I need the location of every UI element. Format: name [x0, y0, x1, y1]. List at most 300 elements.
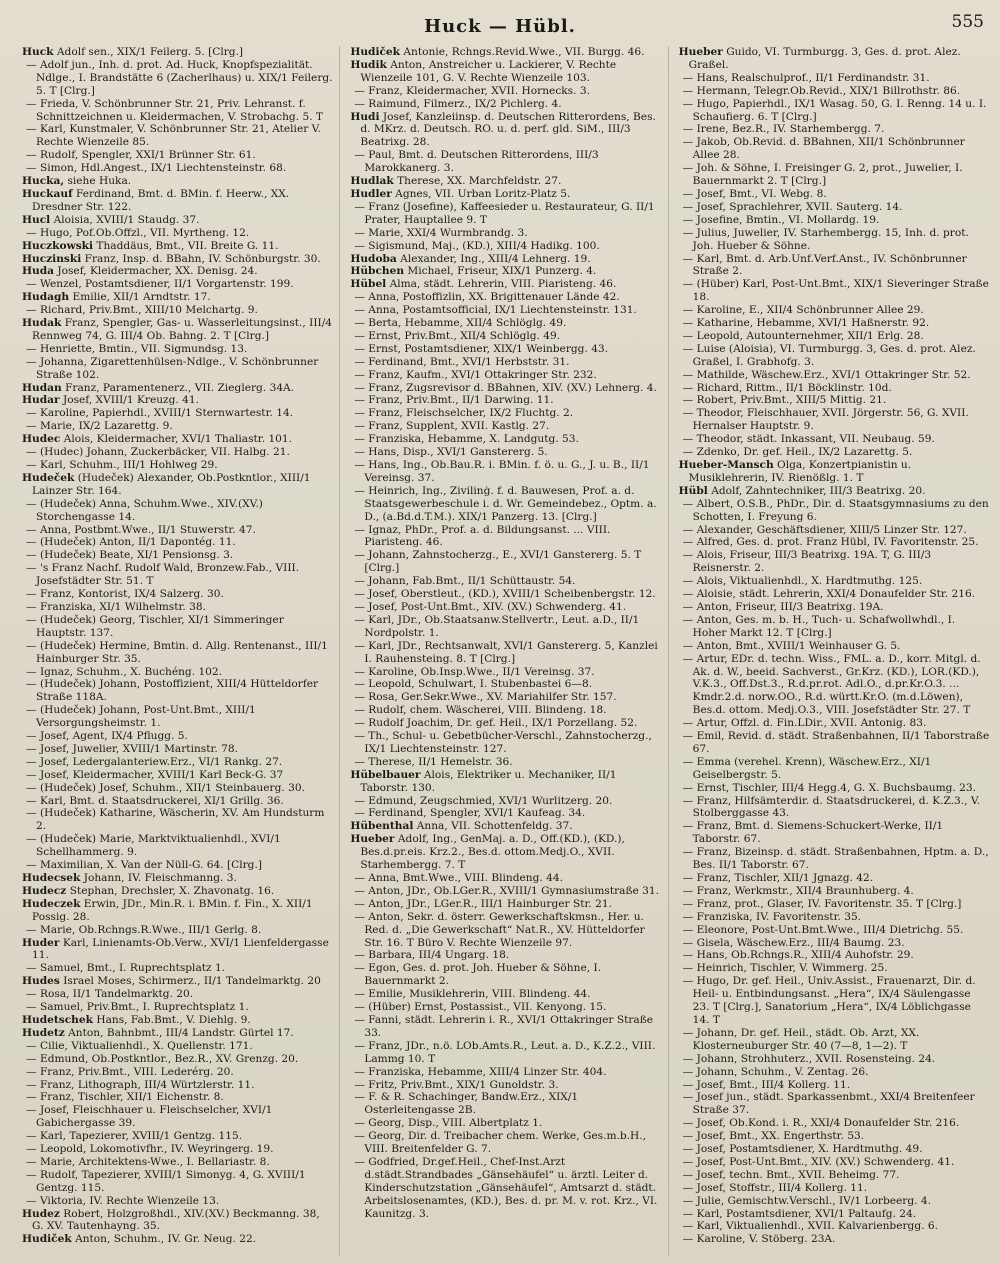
directory-entry-sub [22, 162, 333, 175]
entry-text: — Gisela, Wäschew.Erz., III/4 Baumg. 23. [682, 936, 905, 949]
directory-entry-sub [679, 911, 990, 924]
entry-text: Anton, Anstreicher u. Lackierer, V. Rechte Wienzeile 101, G. V. Rechte Wienzeile 103. [360, 58, 617, 84]
entry-text: — Eleonore, Post-Unt.Bmt.Wwe., III/4 Dietrichg. 55. [682, 923, 964, 936]
directory-entry-sub [679, 730, 990, 756]
directory-entry-sub [679, 85, 990, 98]
entry-text: — (Hudeček) Anna, Schuhm.Wwe., XIV.(XV.) Storchengasse 14. [26, 497, 263, 523]
directory-entry-sub [22, 807, 333, 833]
directory-entry-sub [679, 317, 990, 330]
directory-entry-sub [679, 653, 990, 718]
entry-text: — Henriette, Bmtin., VII. Sigmundsg. 13. [26, 342, 248, 355]
entry-text: — Josef, Bmt., XX. Engerthstr. 53. [682, 1130, 865, 1143]
directory-entry-main [22, 433, 333, 446]
entry-text: Adolf, Zahntechniker, III/3 Beatrixg. 20. [711, 484, 926, 497]
entry-text: — Karl, Bmt. d. Arb.Unf.Verf.Anst., IV. Schönbrunner Straße 2. [682, 252, 967, 278]
entry-text: — Franz, Zugsrevisor d. BBahnen, XIV. (XV.) Lehnerg. 4. [354, 381, 657, 394]
entry-text: — Simon, Hdl.Angest., IX/1 Liechtensteinstr. 68. [26, 162, 287, 175]
entry-text: — Ferdinand, Spengler, XVI/1 Kaufeag. 34. [354, 807, 586, 820]
column-left [22, 46, 340, 1256]
entry-text: Josef, Kanzleiinsp. d. Deutschen Ritterordens, Bes. d. MKrz. d. Deutsch. RO. u. d. perf. gld. SiM., III/3 Beatrixg. 28. [360, 110, 656, 149]
directory-entry-sub [22, 782, 333, 795]
directory-entry-sub [679, 717, 990, 730]
entry-surname: Huczinski [22, 252, 82, 265]
entry-text: — Alois, Viktualienhdl., X. Hardtmuthg. 125. [682, 575, 923, 588]
entry-text: — (Hudeček) Josef, Schuhm., XII/1 Steinbauerg. 30. [26, 781, 305, 794]
directory-entry-main [22, 1027, 333, 1040]
entry-text: — Franz, Bizeinsp. d. städt. Straßenbahnen, Hptm. a. D., Bes. II/1 Taborstr. 67. [682, 846, 989, 872]
directory-entry-sub [679, 1208, 990, 1221]
directory-entry-sub [22, 795, 333, 808]
entry-text: — Franziska, Hebamme, XIII/4 Linzer Str. 404. [354, 1065, 607, 1078]
directory-entry-main [679, 485, 990, 498]
entry-text: — Johann, Dr. gef. Heil., städt. Ob. Arzt, XX. Klosterneuburger Str. 40 (7—8, 1—2). T [682, 1026, 920, 1052]
directory-entry-sub [22, 1001, 333, 1014]
directory-entry-sub [22, 678, 333, 704]
directory-entry-sub [679, 369, 990, 382]
directory-entry-sub [350, 1117, 661, 1130]
entry-surname: Hübelbauer [350, 768, 421, 781]
directory-entry-main [22, 1014, 333, 1027]
directory-entry-sub [22, 1143, 333, 1156]
directory-entry-sub [350, 756, 661, 769]
entry-surname: Hübchen [350, 265, 405, 278]
entry-text: — Josef, Oberstleut., (KD.), XVIII/1 Scheibenbergstr. 12. [354, 588, 656, 601]
directory-entry-sub [350, 640, 661, 666]
directory-entry-sub [350, 678, 661, 691]
entry-text: — Hugo, Papierhdl., IX/1 Wasag. 50, G. I. Renng. 14 u. I. Schaufierg. 6. T [Clrg.] [682, 97, 987, 123]
entry-surname: Hudiček [22, 1233, 72, 1246]
directory-entry-main [22, 265, 333, 278]
directory-entry-main [22, 240, 333, 253]
directory-entry-sub [679, 72, 990, 85]
entry-text: — Rudolf, Tapezierer, XVIII/1 Simonyg. 4, G. XVIII/1 Gentzg. 115. [26, 1168, 306, 1194]
directory-entry-sub [22, 769, 333, 782]
entry-text: — Artur, EDr. d. techn. Wiss., FML. a. D., korr. Mitgl. d. Ak. d. W., beeid. Sachverst., Gr.Krz. (KD.), LOR.(KD.), V.K.3., Off.Dst.3., R.d.pr.rot. Adl.O., d.pr.Kr.O.3. ... Kmdr.2.d. norw.OO., R.d. württ.Kr.O. (m.d.Löwen), Bes.d. ottom. Medj.O.3., VIII. Josefstädter Str. 27. T [682, 652, 981, 717]
directory-entry-sub [22, 562, 333, 588]
directory-entry-sub [350, 575, 661, 588]
directory-entry-sub [679, 1117, 990, 1130]
directory-entry-sub [679, 253, 990, 279]
directory-entry-sub [679, 588, 990, 601]
directory-entry-sub [679, 782, 990, 795]
directory-entry-sub [22, 704, 333, 730]
directory-entry-sub [22, 459, 333, 472]
entry-surname: Hudec [22, 433, 61, 446]
directory-entry-sub [679, 962, 990, 975]
directory-entry-main [22, 46, 333, 59]
entry-text: — Georg, Disp., VIII. Albertplatz 1. [354, 1117, 543, 1130]
entry-text: — Raimund, Filmerz., IX/2 Pichlerg. 4. [354, 97, 562, 110]
directory-entry-main [350, 278, 661, 291]
entry-text: — Hans, Realschulprof., II/1 Ferdinandstr. 31. [682, 71, 930, 84]
entry-text: — Karoline, V. Stöberg. 23A. [682, 1233, 836, 1246]
entry-text: Josef, Kleidermacher, XX. Denisg. 24. [57, 265, 258, 278]
entry-text: — Franz (Josefine), Kaffeesieder u. Restaurateur, G. II/1 Prater, Hauptallee 9. T [354, 200, 655, 226]
entry-text: Emilie, XII/1 Arndtstr. 17. [72, 291, 211, 304]
entry-text: — Maximilian, X. Van der Nüll-G. 64. [Clrg.] [26, 859, 262, 872]
directory-entry-sub [350, 524, 661, 550]
entry-text: Hans, Fab.Bmt., V. Diehlg. 9. [96, 1013, 251, 1026]
directory-entry-sub [22, 1040, 333, 1053]
directory-entry-main [22, 472, 333, 498]
entry-text: — Karl, Postamtsdiener, XVI/1 Paltaufg. 24. [682, 1207, 917, 1220]
entry-text: — Mathilde, Wäschew.Erz., XVI/1 Ottakringer Str. 52. [682, 368, 971, 381]
entry-text: — (Hudeček) Katharine, Wäscherin, XV. Am Hundsturm 2. [26, 807, 325, 833]
entry-text: — Emma (verehel. Krenn), Wäschew.Erz., XI/1 Geiselbergstr. 5. [682, 755, 932, 781]
directory-entry-sub [22, 962, 333, 975]
entry-text: Alma, städt. Lehrerin, VIII. Piaristeng. 46. [389, 278, 617, 291]
directory-entry-main [22, 975, 333, 988]
entry-surname: Huder [22, 936, 60, 949]
directory-entry-sub [22, 756, 333, 769]
entry-text: — Rudolf Joachim, Dr. gef. Heil., IX/1 Porzellang. 52. [354, 717, 638, 730]
entry-text: — Franz, Priv.Bmt., II/1 Darwing. 11. [354, 394, 554, 407]
entry-text: — Anna, Postoffizlin, XX. Brigittenauer Lände 42. [354, 291, 620, 304]
entry-text: — Fanni, städt. Lehrerin i. R., XVI/1 Ottakringer Straße 33. [354, 1013, 654, 1039]
directory-entry-sub [350, 988, 661, 1001]
entry-text: — Karl, Bmt. d. Staatsdruckerei, XI/1 Grillg. 36. [26, 794, 284, 807]
directory-entry-sub [350, 149, 661, 175]
entry-text: — Franz, Priv.Bmt., VIII. Lederérg. 20. [26, 1065, 234, 1078]
entry-text: — Franz, Tischler, XII/1 Jgnazg. 42. [682, 872, 874, 884]
entry-text: — Ignaz, Schuhm., X. Buchéng. 102. [26, 665, 223, 678]
directory-entry-sub [679, 1195, 990, 1208]
directory-entry-sub [679, 1066, 990, 1079]
entry-text: — Josef, Post-Unt.Bmt., XIV. (XV.) Schwenderg. 41. [682, 1155, 955, 1168]
entry-text: — Ernst, Postamtsdiener, XIX/1 Weinbergg. 43. [354, 342, 609, 355]
entry-text: Franz, Insp. d. BBahn, IV. Schönburgstr. 30. [84, 252, 321, 265]
entry-surname: Hudetz [22, 1026, 65, 1039]
entry-text: Adolf, Ing., GenMaj. a. D., Off.(KD.), (KD.), Bes.d.pr.eis. Krz.2., Bes.d. ottom.Medj.O., XVII. Starhembergg. 7. T [360, 833, 625, 872]
directory-entry-sub [679, 1053, 990, 1066]
directory-entry-sub [679, 214, 990, 227]
entry-surname: Huda [22, 265, 54, 278]
directory-entry-sub [22, 833, 333, 859]
entry-text: — Leopold, Schulwart, I. Stubenbastei 6—8. [354, 678, 593, 691]
directory-entry-sub [350, 420, 661, 433]
directory-entry-sub [350, 1014, 661, 1040]
entry-text: — Marie, XXI/4 Wurmbrandg. 3. [354, 226, 528, 239]
entry-text: — Marie, Ob.Rchngs.R.Wwe., III/1 Gerlg. 8. [26, 923, 262, 936]
directory-entry-main [22, 394, 333, 407]
directory-entry-sub [22, 859, 333, 872]
entry-text: — Godfried, Dr.gef.Heil., Chef-Inst.Arzt d.städt.Strandbades „Gänsehäufel“ u. ärztl. Leiter d. Kinderschutzstation „Gänsehäufel“, Amtsarzt d. städt. Arbeitslosenamtes, (KD.), Bes. d. pr. M. v. rot. Krz., VI. Kaunitzg. 3. [354, 1155, 658, 1220]
entry-text: — Franz, Fleischselcher, IX/2 Fluchtg. 2. [354, 407, 574, 420]
entry-surname: Hudak [22, 317, 62, 330]
entry-surname: Hudetschek [22, 1013, 93, 1026]
directory-entry-sub [22, 149, 333, 162]
directory-entry-sub [679, 1182, 990, 1195]
directory-entry-main [350, 820, 661, 833]
entry-text: — (Hudeček) Georg, Tischler, XI/1 Simmeringer Hauptstr. 137. [26, 613, 284, 639]
directory-entry-sub [679, 123, 990, 136]
entry-surname: Hudler [350, 187, 392, 200]
directory-entry-sub [679, 524, 990, 537]
entry-text: — Karl, Schuhm., III/1 Hohlweg 29. [26, 459, 218, 471]
directory-entry-sub [679, 640, 990, 653]
directory-entry-sub [22, 588, 333, 601]
directory-entry-sub [22, 1091, 333, 1104]
entry-text: — Johann, Schuhm., V. Zentag. 26. [682, 1065, 869, 1078]
entry-text: — Emil, Revid. d. städt. Straßenbahnen, II/1 Taborstraße 67. [682, 730, 990, 755]
entry-text: — Franz, Kaufm., XVI/1 Ottakringer Str. 232. [354, 368, 597, 381]
entry-text: — Johann, Zahnstocherzg., E., XVI/1 Ganstererg. 5. T [Clrg.] [354, 549, 642, 575]
directory-entry-sub [350, 795, 661, 808]
entry-surname: Hudik [350, 58, 387, 71]
entry-text: — Julie, Gemischtw.Verschl., IV/1 Lorbeerg. 4. [682, 1194, 931, 1207]
directory-entry-sub [22, 1104, 333, 1130]
entry-surname: Hudar [22, 394, 60, 407]
entry-text: Agnes, VII. Urban Loritz-Platz 5. [395, 187, 571, 200]
directory-entry-sub [350, 1091, 661, 1117]
directory-entry-sub [679, 885, 990, 898]
entry-text: — Josef, Postamtsdiener, X. Hardtmuthg. 49. [682, 1143, 923, 1156]
entry-text: Robert, Holzgroßhdl., XIV.(XV.) Beckmanng. 38, G. XV. Tautenhayng. 35. [32, 1207, 320, 1233]
directory-entry-sub [22, 356, 333, 382]
directory-entry-sub [679, 330, 990, 343]
entry-text: — Anton, Bmt., XVIII/1 Weinhauser G. 5. [682, 639, 901, 652]
entry-text: — Theodor, Fleischhauer, XVII. Jörgerstr. 56, G. XVII. Hernalser Hauptstr. 9. [682, 407, 969, 433]
directory-entry-sub [22, 730, 333, 743]
entry-text: — Josefine, Bmtin., VI. Mollardg. 19. [682, 213, 880, 226]
directory-entry-main [350, 265, 661, 278]
directory-entry-sub [22, 227, 333, 240]
entry-text: — Richard, Priv.Bmt., XIII/10 Melchartg. 9. [26, 304, 258, 317]
directory-entry-sub [679, 98, 990, 124]
directory-entry-sub [679, 872, 990, 885]
directory-entry-sub [679, 898, 990, 911]
directory-entry-sub [679, 1143, 990, 1156]
entry-text: — Sigismund, Maj., (KD.), XIII/4 Hadikg. 100. [354, 239, 600, 252]
entry-text: — Ernst, Priv.Bmt., XII/4 Schlöglg. 49. [354, 329, 561, 342]
entry-text: — Jakob, Ob.Revid. d. BBahnen, XII/1 Schönbrunner Allee 28. [682, 136, 965, 162]
entry-text: — Aloisie, städt. Lehrerin, XXI/4 Donaufelder Str. 216. [682, 588, 976, 601]
directory-entry-sub [350, 949, 661, 962]
entry-text: — Julius, Juwelier, IV. Starhembergg. 15, Inh. d. prot. Joh. Hueber & Söhne. [682, 226, 969, 252]
directory-entry-sub [350, 446, 661, 459]
directory-entry-sub [22, 498, 333, 524]
directory-entry-sub [679, 1220, 990, 1233]
entry-text: — Marie, Architektens-Wwe., I. Bellariastr. 8. [26, 1155, 270, 1168]
entry-text: — Karoline, Ob.Insp.Wwe., II/1 Vereinsg. 37. [354, 665, 595, 678]
directory-entry-sub [22, 1169, 333, 1195]
column-middle [350, 46, 668, 1256]
entry-text: — F. & R. Schachinger, Bandw.Erz., XIX/1 Osterleitengasse 2B. [354, 1091, 579, 1117]
directory-entry-sub [22, 1195, 333, 1208]
directory-entry-sub [350, 807, 661, 820]
entry-text: — (Hudeček) Hermine, Bmtin. d. Allg. Rentenanst., III/1 Hainburger Str. 35. [26, 639, 328, 665]
entry-text: — Franz, Tischler, XII/1 Eichenstr. 8. [26, 1091, 224, 1104]
entry-text: — Wenzel, Postamtsdiener, II/1 Vorgartenstr. 199. [26, 278, 294, 291]
entry-text: — Irene, Bez.R., IV. Starhembergg. 7. [682, 123, 885, 136]
entry-surname: Hudecz [22, 884, 67, 897]
entry-text: — Barbara, III/4 Ungarg. 18. [354, 949, 510, 962]
entry-text: — Anton, JDr., Ob.LGer.R., XVIII/1 Gymnasiumstraße 31. [354, 884, 660, 897]
entry-text: — Fritz, Priv.Bmt., XIX/1 Gunoldstr. 3. [354, 1078, 559, 1091]
entry-text: — Franz, Werkmstr., XII/4 Braunhuberg. 4. [682, 884, 914, 897]
entry-text: — Josef, Agent, IX/4 Pflugg. 5. [26, 730, 188, 743]
entry-text: Thaddäus, Bmt., VII. Breite G. 11. [96, 239, 279, 252]
entry-text: — (Hudeček) Beate, XI/1 Pensionsg. 3. [26, 549, 234, 562]
directory-entry-sub [350, 1040, 661, 1066]
entry-text: — Karl, JDr., Ob.Staatsanw.Stellvertr., Leut. a.D., II/1 Nordpolstr. 1. [354, 613, 640, 639]
page-header [0, 8, 1000, 44]
directory-entry-main [22, 1233, 333, 1246]
entry-text: — Franz, JDr., n.ö. LOb.Amts.R., Leut. a. D., K.Z.2., VIII. Lammg 10. T [354, 1039, 656, 1065]
entry-text: (Hudeček) Alexander, Ob.Postkntlor., XIII/1 Lainzer Str. 164. [32, 471, 311, 497]
entry-text: — Anton, Friseur, III/3 Beatrixg. 19A. [682, 600, 884, 613]
entry-text: — Heinrich, Tischler, V. Wimmerg. 25. [682, 962, 888, 975]
entry-surname: Huczkowski [22, 239, 94, 252]
directory-entry-sub [679, 227, 990, 253]
entry-text: — Rudolf, Spengler, XXI/1 Brünner Str. 61. [26, 149, 256, 162]
entry-surname: Hueber [350, 833, 395, 846]
directory-entry-main [22, 317, 333, 343]
entry-surname: Hudecsek [22, 872, 81, 884]
entry-text: siehe Huka. [67, 175, 132, 188]
directory-entry-sub [350, 1001, 661, 1014]
directory-entry-sub [679, 433, 990, 446]
entry-text: — Josef, techn. Bmt., XVII. Beheimg. 77. [682, 1168, 900, 1181]
directory-entry-sub [679, 136, 990, 162]
entry-text: — Franz, Lithograph, III/4 Würtzlerstr. 11. [26, 1078, 255, 1091]
entry-surname: Hübl [678, 484, 708, 497]
entry-text: — Karoline, E., XII/4 Schönbrunner Allee 29. [682, 304, 924, 317]
entry-text: — Albert, O.S.B., PhDr., Dir. d. Staatsgymnasiums zu den Schotten, I. Freyung 6. [682, 497, 989, 523]
directory-entry-sub [350, 330, 661, 343]
entry-text: — Rosa, Ger.Sekr.Wwe., XV. Mariahilfer Str. 157. [354, 691, 617, 704]
entry-text: — (Hudeček) Anton, II/1 Dapontég. 11. [26, 536, 236, 549]
directory-entry-sub [679, 820, 990, 846]
entry-text: — Emilie, Musiklehrerin, VIII. Blindeng. 44. [354, 988, 591, 1001]
entry-text: Ferdinand, Bmt. d. BMin. f. Heerw., XX. Dresdner Str. 122. [32, 187, 290, 213]
entry-text: — Adolf jun., Inh. d. prot. Ad. Huck, Knopfspezialität. Ndlge., I. Brandstätte 6 (Zacherlhaus) u. XIX/1 Feilerg. 5. T [Clrg.] [26, 58, 333, 97]
entry-text: — Josef, Bmt., III/4 Kollerg. 11. [682, 1078, 851, 1091]
directory-entry-sub [350, 730, 661, 756]
entry-text: — 's Franz Nachf. Rudolf Wald, Bronzew.Fab., VIII. Josefstädter Str. 51. T [26, 562, 300, 588]
entry-text: — Robert, Priv.Bmt., XIII/5 Mittig. 21. [682, 394, 887, 407]
directory-entry-main [22, 885, 333, 898]
entry-surname: Hudes [22, 975, 60, 988]
entry-surname: Hudeček [22, 471, 75, 484]
directory-entry-sub [679, 1027, 990, 1053]
entry-text: — (Hüber) Ernst, Postassist., VII. Kenyong. 15. [354, 1001, 607, 1014]
entry-text: — Joh. & Söhne, I. Freisinger G. 2, prot., Juwelier, I. Bauernmarkt 2. T [Clrg.] [682, 162, 963, 188]
directory-entry-sub [679, 201, 990, 214]
entry-text: — Josef, Juwelier, XVIII/1 Martinstr. 78. [26, 742, 238, 755]
entry-text: — Franziska, IV. Favoritenstr. 35. [682, 910, 862, 923]
directory-entry-main [22, 1208, 333, 1234]
entry-text: — Josef, Post-Unt.Bmt., XIV. (XV.) Schwenderg. 41. [354, 600, 627, 613]
directory-entry-sub [350, 588, 661, 601]
directory-entry-sub [350, 407, 661, 420]
entry-text: Josef, XVIII/1 Kreuzg. 41. [62, 394, 200, 407]
directory-entry-sub [350, 433, 661, 446]
entry-text: — Hans, Disp., XVI/1 Ganstererg. 5. [354, 446, 548, 459]
directory-entry-sub [22, 743, 333, 756]
directory-entry-sub [350, 304, 661, 317]
directory-entry-sub [679, 162, 990, 188]
entry-text: — Anna, Bmt.Wwe., VIII. Blindeng. 44. [354, 872, 563, 884]
directory-entry-sub [22, 446, 333, 459]
directory-entry-sub [679, 304, 990, 317]
entry-surname: Hudiček [350, 46, 401, 58]
column-right [679, 46, 990, 1256]
directory-entry-sub [350, 1156, 661, 1221]
entry-text: — Alois, Friseur, III/3 Beatrixg. 19A. T, G. III/3 Reisnerstr. 2. [682, 549, 932, 575]
directory-entry-sub [350, 1130, 661, 1156]
entry-text: — Berta, Hebamme, XII/4 Schlöglg. 49. [354, 317, 567, 330]
entry-text: — Leopold, Lokomotivfhr., IV. Weyringerg. 19. [26, 1143, 274, 1156]
entry-text: — Josef, Fleischhauer u. Fleischselcher, XVI/1 Gabichergasse 39. [26, 1104, 273, 1130]
directory-entry-sub [22, 1066, 333, 1079]
directory-entry-sub [679, 446, 990, 459]
entry-text: Guido, VI. Turmburgg. 3, Ges. d. prot. Alez. Graßel. [688, 46, 961, 71]
entry-text: — Samuel, Priv.Bmt., I. Ruprechtsplatz 1. [26, 1001, 249, 1014]
directory-entry-sub [679, 601, 990, 614]
entry-text: — Karl, Kunstmaler, V. Schönbrunner Str. 21, Atelier V. Rechte Wienzeile 85. [26, 123, 321, 149]
directory-entry-sub [679, 614, 990, 640]
entry-text: — Ignaz, PhDr., Prof. a. d. Bildungsanst. ... VIII. Piaristeng. 46. [354, 523, 611, 549]
entry-text: Erwin, JDr., Min.R. i. BMin. f. Fin., X. XII/1 Possig. 28. [32, 897, 313, 923]
directory-entry-sub [350, 601, 661, 614]
entry-text: — Hermann, Telegr.Ob.Revid., XIX/1 Billrothstr. 86. [682, 84, 961, 97]
directory-entry-main [350, 46, 661, 59]
directory-entry-main [22, 872, 333, 885]
entry-text: — (Hudeček) Marie, Marktviktualienhdl., XVI/1 Schellhammerg. 9. [26, 833, 281, 859]
directory-entry-sub [679, 575, 990, 588]
entry-surname: Hübel [350, 278, 387, 291]
entry-text: — Franziska, Hebamme, X. Landgutg. 53. [354, 433, 579, 446]
directory-entry-sub [350, 911, 661, 950]
entry-text: Anna, VII. Schottenfeldg. 37. [416, 820, 573, 833]
entry-text: — Rosa, II/1 Tandelmarktg. 20. [26, 988, 194, 1001]
entry-text: — Franziska, XI/1 Wilhelmstr. 38. [26, 600, 206, 613]
entry-text: — Franz, Bmt. d. Siemens-Schuckert-Werke, II/1 Taborstr. 67. [682, 820, 944, 846]
entry-text: Franz, Paramentenerz., VII. Zieglerg. 34A. [65, 381, 295, 394]
directory-entry-main [350, 188, 661, 201]
directory-entry-main [22, 214, 333, 227]
entry-text: — Johanna, Zigarettenhülsen-Ndlge., V. Schönbrunner Straße 102. [26, 355, 319, 381]
entry-text: — Theodor, städt. Inkassant, VII. Neubaug. 59. [682, 433, 935, 446]
entry-surname: Hudoba [350, 252, 397, 265]
entry-text: — Karl, JDr., Rechtsanwalt, XVI/1 Ganstererg. 5, Kanzlei I. Rauhensteing. 8. T [Clrg.] [354, 639, 658, 665]
entry-text: — Anna, Postbmt.Wwe., II/1 Stuwerstr. 47. [26, 523, 256, 536]
entry-text: Alois, Elektriker u. Mechaniker, II/1 Taborstr. 130. [360, 768, 617, 794]
directory-entry-sub [350, 85, 661, 98]
directory-entry-sub [22, 123, 333, 149]
directory-entry-sub [22, 420, 333, 433]
directory-entry-sub [679, 407, 990, 433]
directory-entry-sub [22, 614, 333, 640]
directory-entry-sub [22, 1053, 333, 1066]
directory-entry-sub [350, 317, 661, 330]
directory-entry-main [22, 291, 333, 304]
entry-text: Anton, Schuhm., IV. Gr. Neug. 22. [75, 1233, 257, 1246]
directory-entry-sub [350, 394, 661, 407]
directory-entry-sub [350, 1066, 661, 1079]
directory-entry-sub [679, 343, 990, 369]
directory-entry-sub [22, 924, 333, 937]
directory-entry-sub [350, 717, 661, 730]
directory-entry-sub [22, 666, 333, 679]
entry-text: — Therese, II/1 Hemelstr. 36. [354, 755, 513, 768]
entry-text: — Franz, Kleidermacher, XVII. Hornecks. 3. [354, 84, 590, 97]
directory-entry-sub [350, 885, 661, 898]
entry-text: Franz, Spengler, Gas- u. Wasserleitungsinst., III/4 Rennweg 74, G. III/4 Ob. Bahng. 2. T [Clrg.] [32, 317, 333, 342]
entry-text: — Josef, Bmt., VI. Webg. 8. [682, 187, 827, 200]
directory-entry-sub [679, 846, 990, 872]
